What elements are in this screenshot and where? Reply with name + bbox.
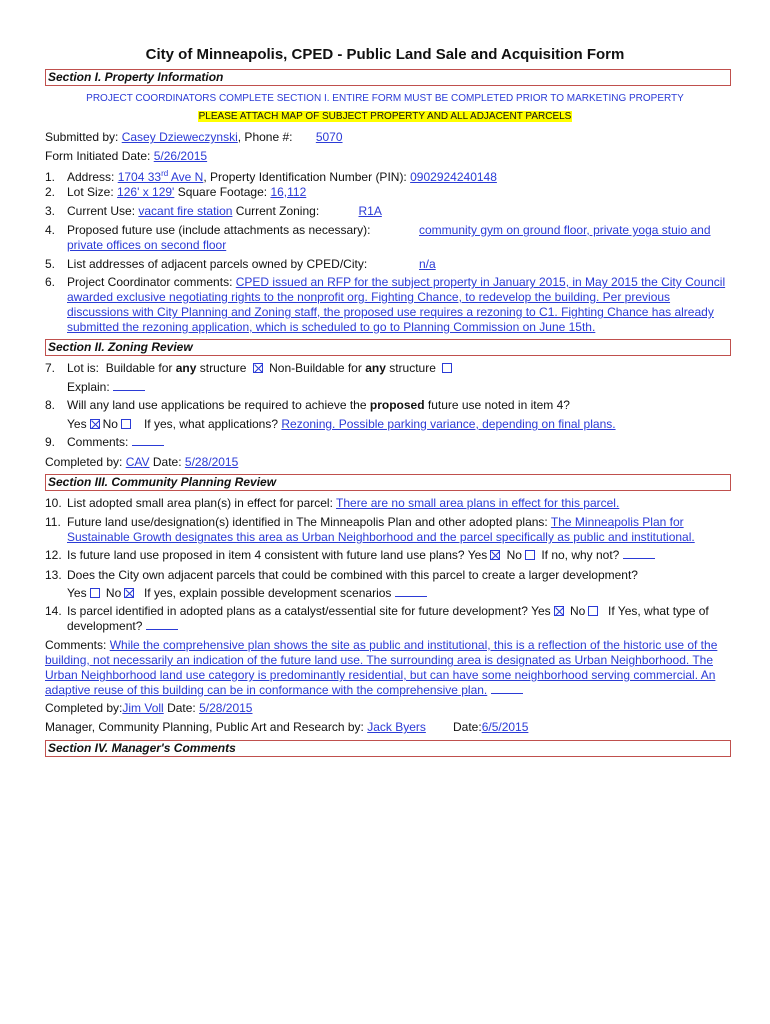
section-2-header: Section II. Zoning Review — [45, 339, 731, 356]
item-11-row: 11. Future land use/designation(s) identified in The Minneapolis Plan and other adopted plans: The Minneapolis Plan for — [45, 515, 684, 529]
buildable-checkbox[interactable] — [253, 363, 263, 373]
square-footage-field[interactable]: 16,112 — [270, 185, 307, 199]
section-3-header: Section III. Community Planning Review — [45, 474, 731, 491]
zoning-completed-by-field[interactable]: CAV — [125, 455, 150, 469]
explain-row: Explain: — [67, 380, 145, 395]
pc-comments-4[interactable]: submitted the rezoning application, which is scheduled to go to Planning Commission on June 15th. — [67, 320, 596, 334]
item-13-row: 13. Does the City own adjacent parcels that could be combined with this parcel to create a larger development? — [45, 568, 638, 582]
pc-comments-2[interactable]: awarded exclusive negotiating rights to the nonprofit org. Fighting Chance, to redevelop the building. Per previous — [67, 290, 671, 304]
item-4-row: 4. Proposed future use (include attachments as necessary): — [45, 223, 371, 237]
planning-comments-row-1: Comments: While the comprehensive plan shows the site as public and institutional, this is a reflection of the historic use of the — [45, 638, 718, 652]
lot-size-field[interactable]: 126' x 129' — [117, 185, 175, 199]
item-6-row: 6. Project Coordinator comments: CPED issued an RFP for the subject property in January 2015, in May 2015 the City Council — [45, 275, 726, 289]
item-13-answer-row: Yes No If yes, explain possible development scenarios — [67, 586, 427, 601]
future-land-use-field-1[interactable]: The Minneapolis Plan for — [550, 515, 684, 529]
item-14-row: 14. Is parcel identified in adopted plans as a catalyst/essential site for future development? Yes No If Yes, what type of — [45, 604, 709, 618]
form-title: City of Minneapolis, CPED - Public Land Sale and Acquisition Form — [145, 46, 625, 63]
planning-comments-2[interactable]: building, not necessarily an indication of the future land use. The surrounding area is designated as Urban Neighborhood. The — [45, 653, 713, 667]
item-3-row: 3. Current Use: vacant fire station Current Zoning: R1A — [45, 204, 382, 218]
address-field[interactable]: 1704 33rd Ave N — [117, 169, 204, 184]
planning-comments-1[interactable]: While the comprehensive plan shows the site as public and institutional, this is a reflection of the historic use of the — [109, 638, 718, 652]
q8-no-checkbox[interactable] — [121, 419, 131, 429]
item-5-row: 5. List addresses of adjacent parcels owned by CPED/City: — [45, 257, 368, 271]
q12-yes-checkbox[interactable] — [490, 550, 500, 560]
adjacent-parcels-field[interactable]: n/a — [419, 257, 436, 271]
zoning-comments-field[interactable] — [132, 435, 164, 446]
current-zoning-field[interactable]: R1A — [358, 204, 382, 218]
item-1-row: 1. Address: 1704 33rd Ave N, Property Identification Number (PIN): 0902924240148 — [45, 169, 497, 184]
q12-no-checkbox[interactable] — [525, 550, 535, 560]
planning-completed-row: Completed by:Jim Voll Date: 5/28/2015 — [45, 701, 253, 715]
q13-no-checkbox[interactable] — [124, 588, 134, 598]
development-type-field[interactable] — [146, 619, 178, 630]
planning-date-field[interactable]: 5/28/2015 — [199, 701, 253, 715]
why-not-field[interactable] — [623, 548, 655, 559]
item-8-answer-row: Yes No If yes, what applications? Rezoning. Possible parking variance, depending on final plans. — [67, 417, 616, 431]
pin-field[interactable]: 0902924240148 — [410, 170, 497, 184]
comments-blank — [491, 683, 523, 694]
q14-yes-checkbox[interactable] — [554, 606, 564, 616]
attach-map-notice: PLEASE ATTACH MAP OF SUBJECT PROPERTY AND ALL ADJACENT PARCELS — [198, 111, 572, 122]
small-area-plans-field[interactable]: There are no small area plans in effect for this parcel. — [336, 496, 620, 510]
item-12-row: 12. Is future land use proposed in item 4 consistent with future land use plans? Yes No If no, why not? — [45, 548, 735, 563]
initiated-date-field[interactable]: 5/26/2015 — [153, 149, 208, 163]
development-row: development? — [67, 619, 178, 634]
coordinator-notice: PROJECT COORDINATORS COMPLETE SECTION I. ENTIRE FORM MUST BE COMPLETED PRIOR TO MARKETING PROPERTY — [86, 93, 684, 104]
applications-field[interactable]: Rezoning. Possible parking variance, depending on final plans. — [281, 417, 616, 431]
initiated-row: Form Initiated Date: 5/26/2015 — [45, 149, 208, 163]
section-1-header: Section I. Property Information — [45, 69, 731, 86]
manager-row: Manager, Community Planning, Public Art and Research by: Jack Byers — [45, 720, 426, 734]
submitted-by-field[interactable]: Casey Dzieweczynski — [121, 130, 238, 144]
zoning-completed-row: Completed by: CAV Date: 5/28/2015 — [45, 455, 239, 469]
manager-name-field[interactable]: Jack Byers — [367, 720, 426, 734]
q13-yes-checkbox[interactable] — [90, 588, 100, 598]
current-use-field[interactable]: vacant fire station — [138, 204, 233, 218]
submitted-row: Submitted by: Casey Dzieweczynski, Phone #: 5070 — [45, 130, 343, 144]
planning-comments-3[interactable]: Urban Neighborhood land use category is predominantly residential, but can have some neighborhood serving commercial. An — [45, 668, 716, 682]
item-2-row: 2. Lot Size: 126' x 129' Square Footage: 16,112 — [45, 185, 307, 199]
item-7-row: 7. Lot is: Buildable for any structure Non-Buildable for any structure — [45, 361, 735, 376]
section-4-header: Section IV. Manager's Comments — [45, 740, 731, 757]
future-use-field-2[interactable]: private offices on second floor — [67, 238, 227, 252]
future-land-use-field-2[interactable]: Sustainable Growth designates this area as Urban Neighborhood and the parcel specifically as public and institutional. — [67, 530, 695, 544]
item-10-row: 10. List adopted small area plan(s) in effect for parcel: There are no small area plans in effect for this parcel. — [45, 496, 620, 510]
planning-comments-4[interactable]: adaptive reuse of this building can be in conformance with the comprehensive plan. — [45, 683, 735, 698]
q8-yes-checkbox[interactable] — [90, 419, 100, 429]
non-buildable-checkbox[interactable] — [442, 363, 452, 373]
pc-comments-1[interactable]: CPED issued an RFP for the subject property in January 2015, in May 2015 the City Council — [235, 275, 726, 289]
future-use-field-1[interactable]: community gym on ground floor, private yoga stuio and — [419, 223, 711, 237]
planning-completed-by-field[interactable]: Jim Voll — [122, 701, 164, 715]
phone-field[interactable]: 5070 — [315, 130, 343, 144]
item-8-row: 8. Will any land use applications be required to achieve the proposed future use noted in item 4? — [45, 398, 570, 412]
explain-field[interactable] — [113, 380, 145, 391]
manager-date-row: Date:6/5/2015 — [453, 720, 529, 734]
zoning-date-field[interactable]: 5/28/2015 — [184, 455, 239, 469]
pc-comments-3[interactable]: discussions with City Planning and Zoning staff, the proposed use requires a rezoning to C1. Fighting Chance has already — [67, 305, 714, 319]
item-9-row: 9. Comments: — [45, 435, 735, 450]
manager-date-field[interactable]: 6/5/2015 — [481, 720, 529, 734]
scenarios-field[interactable] — [395, 586, 427, 597]
q14-no-checkbox[interactable] — [588, 606, 598, 616]
